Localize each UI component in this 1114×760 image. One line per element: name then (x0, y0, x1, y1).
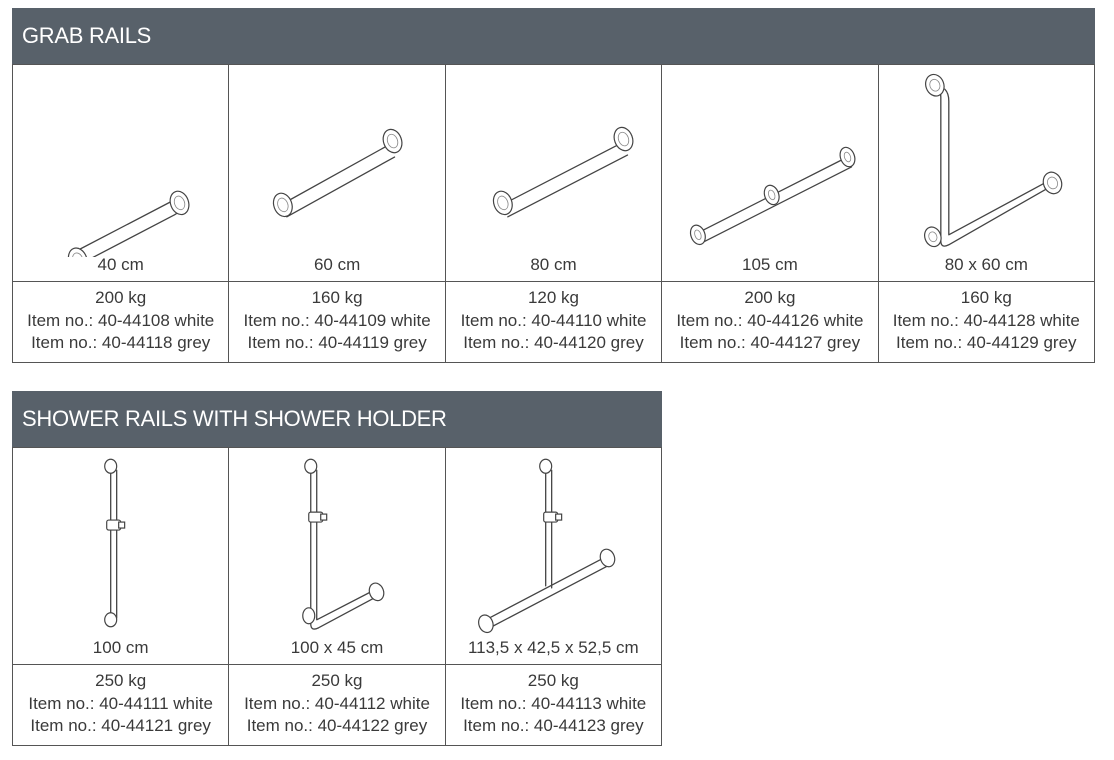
item-number-white: Item no.: 40-44108 white (27, 310, 215, 330)
load-capacity: 250 kg (95, 671, 147, 690)
size-label: 105 cm (742, 255, 798, 274)
load-capacity: 250 kg (527, 671, 579, 690)
shower-rail-l-icon (229, 448, 444, 640)
grab-rails-table (12, 64, 1095, 363)
grab-rail-60-icon (229, 65, 444, 257)
shower-rails-header: SHOWER RAILS WITH SHOWER HOLDER (12, 391, 662, 447)
spec-cell (879, 282, 1095, 363)
shower-rail-t-icon (446, 448, 661, 640)
grab-rail-40-icon (13, 65, 228, 257)
item-number-grey: Item no.: 40-44127 grey (679, 333, 861, 352)
item-number-white: Item no.: 40-44111 white (28, 693, 213, 713)
spec-cell (662, 282, 878, 363)
load-capacity: 250 kg (311, 671, 363, 690)
load-capacity: 200 kg (744, 288, 796, 307)
product-image-cell (13, 448, 229, 665)
grab-rails-header: GRAB RAILS (12, 8, 1095, 64)
size-label: 113,5 x 42,5 x 52,5 cm (467, 638, 639, 657)
product-image-cell (13, 65, 229, 282)
product-image-cell (446, 65, 662, 282)
item-number-grey: Item no.: 40-44122 grey (246, 716, 428, 735)
size-label: 100 cm (92, 638, 149, 657)
load-capacity: 120 kg (527, 288, 580, 307)
product-image-cell (879, 65, 1095, 282)
item-number-grey: Item no.: 40-44118 grey (31, 333, 211, 352)
spec-cell (13, 282, 229, 363)
product-image-cell (229, 65, 445, 282)
item-number-grey: Item no.: 40-44129 grey (896, 333, 1077, 352)
item-number-white: Item no.: 40-44109 white (243, 310, 431, 330)
item-number-grey: Item no.: 40-44120 grey (463, 333, 644, 352)
spec-cell (446, 665, 662, 746)
item-number-white: Item no.: 40-44113 white (460, 693, 647, 713)
load-capacity: 160 kg (311, 288, 363, 307)
size-label: 80 cm (530, 255, 577, 274)
product-image-cell (229, 448, 445, 665)
shower-rails-table (12, 447, 662, 746)
item-number-white: Item no.: 40-44112 white (244, 693, 430, 713)
load-capacity: 200 kg (95, 288, 147, 307)
product-image-cell (662, 65, 878, 282)
item-number-white: Item no.: 40-44128 white (892, 310, 1080, 330)
size-label: 60 cm (313, 255, 361, 274)
spec-cell (229, 282, 445, 363)
item-number-grey: Item no.: 40-44119 grey (247, 333, 427, 352)
product-image-cell (446, 448, 662, 665)
shower-rail-straight-icon (13, 448, 228, 640)
item-number-grey: Item no.: 40-44123 grey (463, 716, 644, 735)
angled-grab-rail-icon (879, 65, 1094, 257)
spec-cell (229, 665, 445, 746)
item-number-white: Item no.: 40-44110 white (460, 310, 647, 330)
shower-rails-section (12, 391, 662, 746)
size-label: 40 cm (97, 255, 144, 274)
item-number-white: Item no.: 40-44126 white (676, 310, 864, 330)
grab-rail-105-icon (662, 65, 877, 257)
spec-cell (446, 282, 662, 363)
load-capacity: 160 kg (960, 288, 1012, 307)
size-label: 100 x 45 cm (290, 638, 384, 657)
item-number-grey: Item no.: 40-44121 grey (30, 716, 211, 735)
grab-rail-80-icon (446, 65, 661, 257)
spec-cell (13, 665, 229, 746)
size-label: 80 x 60 cm (944, 255, 1028, 274)
grab-rails-section (12, 8, 1095, 363)
